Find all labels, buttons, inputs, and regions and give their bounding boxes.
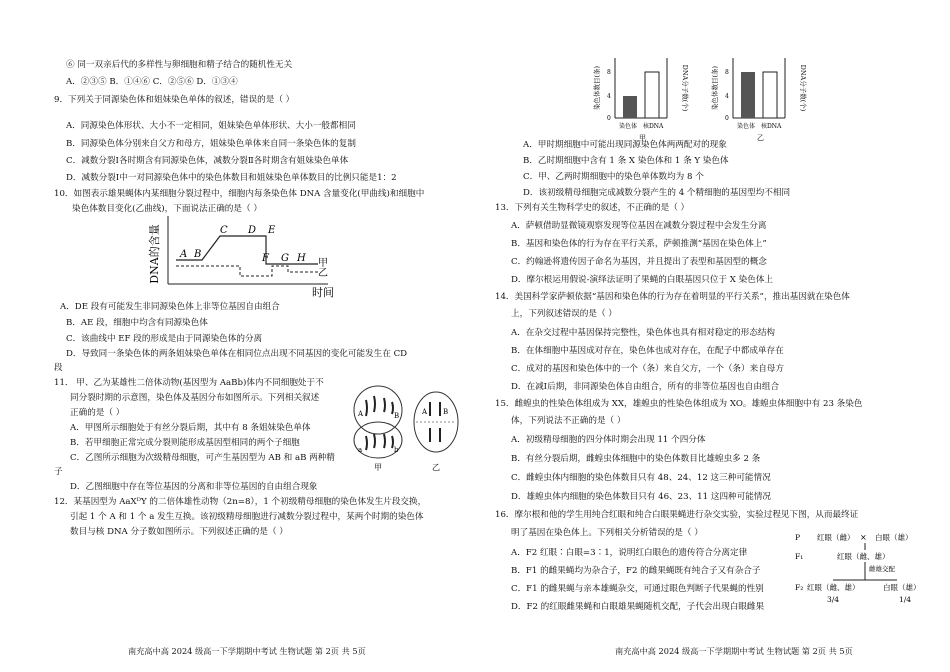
q10-stem-1: 10．如图表示雄果蝇体内某细胞分裂过程中，细胞内每条染色体 DNA 含量变化(甲曲线)和细胞中 — [54, 189, 425, 199]
q15-option-b: B．有丝分裂后期，雌蝗虫体细胞中的染色体数目比雄蝗虫多 2 条 — [511, 454, 761, 464]
q11-gene-b-lower: b — [394, 446, 399, 454]
q10-point-f: F — [262, 253, 269, 264]
q10-option-b: B．AE 段，细胞中均含有同源染色体 — [66, 318, 208, 328]
q11-option-d: D．乙图细胞中存在等位基因的分离和非等位基因的自由组合现象 — [70, 482, 318, 492]
q13-option-c: C．约翰逊将遗传因子命名为基因，并且提出了表型和基因型的概念 — [511, 257, 767, 267]
q16-cross-sign: × — [860, 533, 867, 542]
q12-yi-bar-dna — [763, 72, 777, 118]
q16-f1-label: F₁ — [795, 552, 804, 561]
q14-stem-2: 上，下列叙述错误的是（ ） — [511, 309, 617, 319]
q16-option-c: C．F1 的雌果蝇与亲本雄蝇杂交，可通过眼色判断子代果蝇的性别 — [511, 584, 764, 594]
q10-point-g: G — [281, 253, 289, 264]
q12-option-c: C．甲、乙两时期细胞中的染色单体数均为 8 个 — [523, 172, 704, 182]
q9-option-c: C．减数分裂Ⅰ各时期含有同源染色体，减数分裂Ⅱ各时期含有姐妹染色单体 — [66, 156, 349, 166]
q12-yi-xlabel-dna: 核DNA — [761, 123, 782, 130]
q11-option-b: B．若甲细胞正常完成分裂则能形成基因型相同的两个子细胞 — [70, 438, 300, 448]
q12-jia-xlabel-chromosome: 染色体 — [619, 123, 638, 130]
q12-option-b: B．乙时期细胞中含有 1 条 X 染色体和 1 条 Y 染色体 — [523, 156, 729, 166]
q10-option-a: A．DE 段有可能发生非同源染色体上非等位基因自由组合 — [60, 302, 280, 312]
q9-option-d: D．减数分裂Ⅰ中一对同源染色体中的染色体数目和姐妹染色单体数目的比例只能是1：2 — [66, 173, 397, 183]
q11-label-yi: 乙 — [432, 463, 440, 472]
footer-left: 南充高中高 2024 级高一下学期期中考试 生物试题 第 2页 共 5页 — [128, 646, 366, 656]
q15-option-a: A．初级精母细胞的四分体时期会出现 11 个四分体 — [511, 435, 706, 445]
q16-cross-diagram — [793, 530, 943, 608]
q12-jia-xlabel-dna: 核DNA — [643, 123, 664, 130]
q12-yi-caption: 乙 — [757, 134, 764, 142]
q10-ylabel: DNA的含量 — [148, 224, 161, 284]
q12-jia-bar-chromosome — [623, 96, 637, 118]
q16-f2-white: 白眼（雄） — [883, 583, 921, 592]
q10-option-c: C．该曲线中 EF 段的形成是由于同源染色体的分离 — [66, 334, 263, 344]
q10-option-d: D．导致同一条染色体的两条姐妹染色单体在相同位点出现不同基因的变化可能发生在 CD — [66, 349, 408, 359]
footer-right: 南充高中高 2024 级高一下学期期中考试 生物试题 第 2页 共 5页 — [615, 646, 853, 656]
q12-yi-tick-8: 8 — [725, 69, 729, 76]
q16-ratio-red: 3/4 — [827, 595, 840, 604]
q11-gene-a-lower: a — [358, 446, 363, 454]
q10-point-h: H — [297, 253, 306, 264]
q16-option-d: D．F2 的红眼雌果蝇和白眼雄果蝇随机交配，子代会出现白眼雌果 — [511, 602, 765, 612]
q15-stem-1: 15．雌蝗虫的性染色体组成为 XX，雄蝗虫的性染色体组成为 XO。雄蝗虫体细胞中有 23 条染色 — [495, 399, 863, 409]
q10-xlabel: 时间 — [312, 286, 334, 298]
q16-mate-label: 雌雄交配 — [869, 565, 895, 573]
q11-option-c: C．乙图所示细胞为次级精母细胞，可产生基因型为 AB 和 aB 两种精 — [70, 453, 335, 463]
q12-jia-caption: 甲 — [639, 134, 646, 142]
q14-stem-1: 14．美国科学家萨顿依据“基因和染色体的行为存在着明显的平行关系”，推出基因就在染色体 — [495, 292, 850, 302]
q15-option-d: D．雄蝗虫体内细胞的染色体数目只有 46、23、11 这四种可能情况 — [511, 492, 772, 502]
q12-yi-xlabel-chromosome: 染色体 — [737, 123, 756, 130]
q10-curve-jia-label: 甲 — [318, 258, 328, 269]
q10-option-d-cont: 段 — [54, 363, 63, 373]
q13-stem: 13．下列有关生物科学史的叙述，不正确的是（ ） — [495, 203, 690, 213]
q10-point-d: D — [248, 225, 257, 236]
q10-point-a: A — [180, 249, 188, 260]
q12-yi-tick-0: 0 — [725, 115, 729, 122]
q16-p-male: 白眼（雄） — [875, 533, 913, 542]
q11-stem-3: 正确的是（ ） — [70, 408, 125, 418]
q16-stem-2: 明了基因在染色体上。下列相关分析错误的是（ ） — [511, 528, 703, 538]
q12-option-a: A．甲时期细胞中可能出现同源染色体两两配对的现象 — [523, 140, 727, 150]
q12-stem-2: 引起 1 个 A 和 1 个 a 发生互换。该初级精母细胞进行减数分裂过程中，某两个时期的染色体 — [70, 512, 424, 522]
q11-label-jia: 甲 — [374, 463, 382, 472]
q16-p-female: 红眼（雌） — [817, 533, 855, 542]
q12-yi-bar-chromosome — [741, 72, 755, 118]
q14-option-c: C．成对的基因和染色体中的一个（条）来自父方，一个（条）来自母方 — [511, 364, 784, 374]
q12-jia-bar-dna — [645, 72, 659, 118]
q10-point-c: C — [220, 225, 228, 236]
q10-dna-graph — [142, 212, 338, 298]
q15-option-c: C．雌蝗虫体内细胞的染色体数目只有 48、24、12 这三种可能情况 — [511, 473, 771, 483]
q12-yi-ylabel2: DNA分子数(个) — [799, 64, 807, 112]
q15-stem-2: 体，下列说法不正确的是（ ） — [511, 416, 626, 426]
q13-option-a: A．萨顿借助显微镜观察发现等位基因在减数分裂过程中会发生分离 — [511, 221, 767, 231]
q12-yi-ylabel: 染色体数目(条) — [711, 65, 719, 111]
q11-gene-yi-b: B — [443, 408, 449, 416]
q13-option-d: D．摩尔根运用假说-演绎法证明了果蝇的白眼基因只位于 X 染色体上 — [511, 275, 774, 285]
q16-f2-label: F₂ — [795, 583, 804, 592]
q10-point-b: B — [194, 249, 202, 260]
q11-stem-2: 同分裂时期的示意图，染色体及基因分布如图所示。下列相关叙述 — [70, 393, 320, 403]
q12-jia-ylabel: 染色体数目(条) — [593, 65, 601, 111]
q12-yi-tick-4: 4 — [725, 93, 729, 100]
q12-jia-tick-8: 8 — [607, 69, 611, 76]
q11-gene-b-upper: B — [394, 412, 400, 420]
q8-options: A．②③⑤ B．①④⑥ C．②⑤⑥ D．①③④ — [66, 77, 238, 87]
q12-option-d: D．该初级精母细胞完成减数分裂产生的 4 个精细胞的基因型均不相同 — [523, 188, 791, 198]
q12-bar-chart-jia — [589, 52, 699, 142]
q11-gene-yi-a: A — [422, 408, 428, 416]
q16-ratio-white: 1/4 — [899, 595, 912, 604]
q9-option-b: B．同源染色体分别来自父方和母方，姐妹染色单体来自同一条染色体的复制 — [66, 139, 356, 149]
q11-stem-1: 11． 甲、乙为某雄性二倍体动物(基因型为 AaBb)体内不同细胞处于不 — [54, 378, 324, 388]
q12-stem-3: 数目与核 DNA 分子数如图所示。下列叙述正确的是（ ） — [70, 527, 288, 537]
q14-option-d: D．在减Ⅰ后期，非同源染色体自由组合，所有的非等位基因也自由组合 — [511, 382, 780, 392]
q11-cell-figure — [352, 382, 462, 474]
q13-option-b: B．基因和染色体的行为存在平行关系，萨顿推测“基因在染色体上” — [511, 239, 767, 249]
q11-option-c-cont: 子 — [54, 467, 63, 477]
q10-curve-yi — [176, 266, 318, 276]
q12-stem-1: 12．某基因型为 AaXᴰY 的二倍体雄性动物（2n=8），1 个初级精母细胞的染色体发生片段交换， — [54, 497, 427, 507]
q11-option-a: A．甲图所示细胞处于有丝分裂后期，其中有 8 条姐妹染色单体 — [70, 423, 311, 433]
q12-jia-tick-0: 0 — [607, 115, 611, 122]
q16-f1-phenotype: 红眼（雌、雄） — [837, 552, 890, 561]
q11-gene-a-upper: A — [358, 410, 364, 418]
q10-curve-yi-label: 乙 — [318, 268, 328, 279]
q9-option-a: A．同源染色体形状、大小不一定相同，姐妹染色单体形状、大小一般都相同 — [66, 121, 356, 131]
q8-item-6: ⑥ 同一双亲后代的多样性与卵细胞和精子结合的随机性无关 — [66, 60, 293, 70]
q14-option-b: B．在体细胞中基因成对存在，染色体也成对存在，在配子中都成单存在 — [511, 346, 784, 356]
q16-stem-1: 16．摩尔根和他的学生用纯合红眼和纯合白眼果蝇进行杂交实验，实验过程见下图，从而最终证 — [495, 510, 859, 520]
q12-jia-ylabel2: DNA分子数(个) — [681, 64, 689, 112]
q12-jia-tick-4: 4 — [607, 93, 611, 100]
q16-f2-red: 红眼（雌、雄） — [807, 583, 860, 592]
q12-bar-chart-yi — [707, 52, 817, 142]
q16-option-a: A．F2 红眼∶白眼=3∶1，说明红白眼色的遗传符合分离定律 — [511, 548, 748, 558]
q16-p-label: P — [795, 533, 801, 542]
q10-point-e: E — [268, 225, 276, 236]
q16-option-b: B．F1 的雌果蝇均为杂合子，F2 的雌果蝇既有纯合子又有杂合子 — [511, 566, 761, 576]
q10-stem-2: 染色体数目变化(乙曲线)，下面说法正确的是（ ） — [72, 204, 262, 214]
q9-stem: 9．下列关于同源染色体和姐妹染色单体的叙述，错误的是（ ） — [54, 95, 295, 105]
q14-option-a: A．在杂交过程中基因保持完整性，染色体也具有相对稳定的形态结构 — [511, 328, 776, 338]
